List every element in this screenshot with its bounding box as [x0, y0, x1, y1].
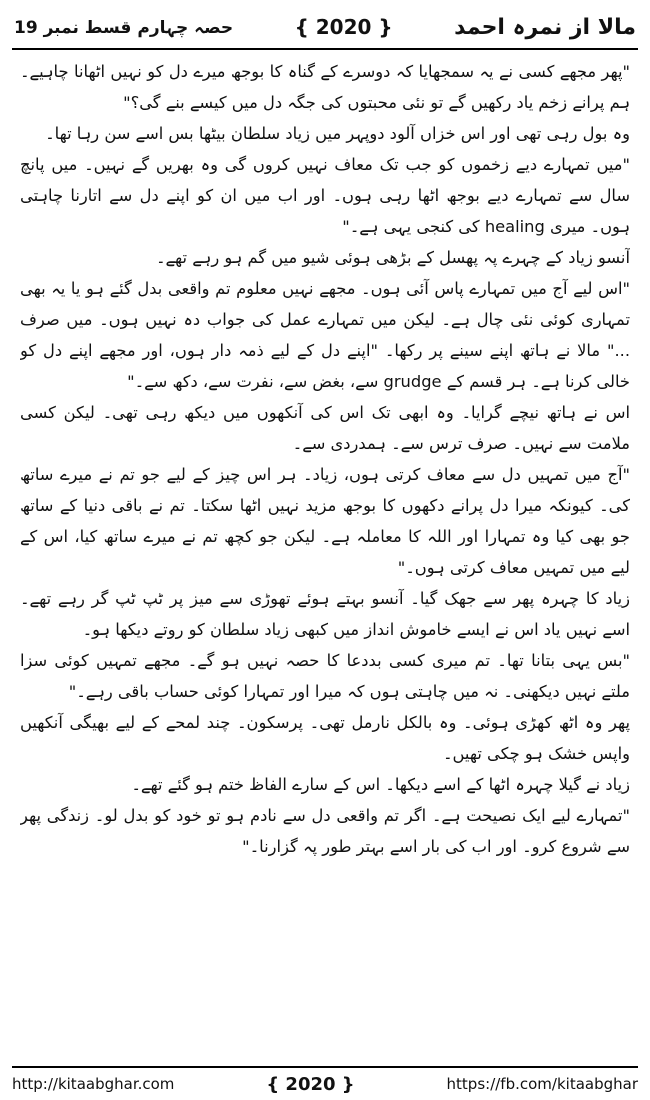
header-page-number: { 2020 } [294, 15, 393, 39]
paragraph: آنسو زیاد کے چہرے پہ پھسل کے بڑھی ہوئی شیو میں گم ہو رہے تھے۔ [155, 248, 630, 267]
paragraph: "پھر مجھے کسی نے یہ سمجھایا کہ دوسرے کے گناہ کا بوجھ میرے دل کو نہیں اٹھانا چاہیے۔ ہم پرانے زخم یاد رکھیں گے تو نئی محبتوں کی جگہ دل میں کیسے بنے گی؟" [20, 62, 630, 112]
paragraph: "میں تمہارے دیے زخموں کو جب تک معاف نہیں کروں گی وہ بھریں گے نہیں۔ میں پانچ سال سے تمہارے دیے بوجھ اٹھا رہی ہوں۔ اور اب میں ان کو اپنے دل سے اتارنا چاہتی ہوں۔ میری healing کی کنجی یہی ہے۔" [20, 155, 630, 236]
paragraph: اس نے ہاتھ نیچے گرایا۔ وہ ابھی تک اس کی آنکھوں میں دیکھ رہی تھی۔ لیکن کسی ملامت سے نہیں۔ صرف ترس سے۔ ہمدردی سے۔ [20, 403, 630, 453]
paragraph: پھر وہ اٹھ کھڑی ہوئی۔ وہ بالکل نارمل تھی۔ پرسکون۔ چند لمحے کے لیے بھیگی آنکھیں واپس خشک ہو چکی تھیں۔ [20, 713, 630, 763]
paragraph: "تمہارے لیے ایک نصیحت ہے۔ اگر تم واقعی دل سے نادم ہو تو خود کو بدل لو۔ زندگی پھر سے شروع کرو۔ اور اب کی بار اسے بہتر طور پہ گزارنا۔" [20, 806, 630, 856]
paragraph: "بس یہی بتانا تھا۔ تم میری کسی بددعا کا حصہ نہیں ہو گے۔ مجھے تمہیں کوئی سزا ملتے نہیں دیکھنی۔ نہ میں چاہتی ہوں کہ میرا اور تمہارا کوئی حساب باقی رہے۔" [20, 651, 630, 701]
page-header [0, 0, 650, 48]
facebook-link[interactable]: https://fb.com/kitaabghar [446, 1075, 638, 1093]
paragraph: وہ بول رہی تھی اور اس خزاں آلود دوپہر میں زیاد سلطان بیٹھا بس اسے سن رہا تھا۔ [45, 124, 630, 143]
paragraph: زیاد کا چہرہ پھر سے جھک گیا۔ آنسو بہتے ہوئے تھوڑی سے میز پر ٹپ ٹپ گر رہے تھے۔ اسے نہیں یاد اس نے ایسے خاموش انداز میں کبھی زیاد سلطان کو روتے دیکھا ہو۔ [20, 589, 630, 639]
book-title: مالا از نمرہ احمد [454, 14, 636, 40]
paragraph: "آج میں تمہیں دل سے معاف کرتی ہوں، زیاد۔ ہر اس چیز کے لیے جو تم نے میرے ساتھ کی۔ کیونکہ میرا دل پرانے دکھوں کا بوجھ مزید نہیں اٹھا سکتا۔ تم نے باقی دنیا کے ساتھ جو بھی کیا وہ تمہارا اور اللہ کا معاملہ ہے۔ لیکن جو کچھ تم نے میرے ساتھ کیا، اس کے لیے میں تمہیں معاف کرتی ہوں۔" [20, 465, 630, 577]
section-label: حصہ چہارم قسط نمبر 19 [14, 17, 234, 38]
page-body [20, 56, 630, 1046]
footer-page-number: { 2020 } [266, 1073, 355, 1095]
page-footer [0, 1068, 650, 1100]
paragraph: "اس لیے آج میں تمہارے پاس آئی ہوں۔ مجھے نہیں معلوم تم واقعی بدل گئے ہو یا یہ بھی تمہاری کوئی نئی چال ہے۔ لیکن میں تمہارے عمل کی جواب دہ نہیں ہوں۔ میں صرف ..." مالا نے ہاتھ اپنے سینے پر رکھا۔ "اپنے دل کے لیے ذمہ دار ہوں، اور مجھے اپنے دل کو خالی کرنا ہے۔ ہر قسم کے grudge سے، بغض سے، نفرت سے، دکھ سے۔" [20, 279, 630, 391]
website-link[interactable]: http://kitaabghar.com [12, 1075, 175, 1093]
header-divider [12, 48, 638, 50]
paragraph: زیاد نے گیلا چہرہ اٹھا کے اسے دیکھا۔ اس کے سارے الفاظ ختم ہو گئے تھے۔ [131, 775, 630, 794]
